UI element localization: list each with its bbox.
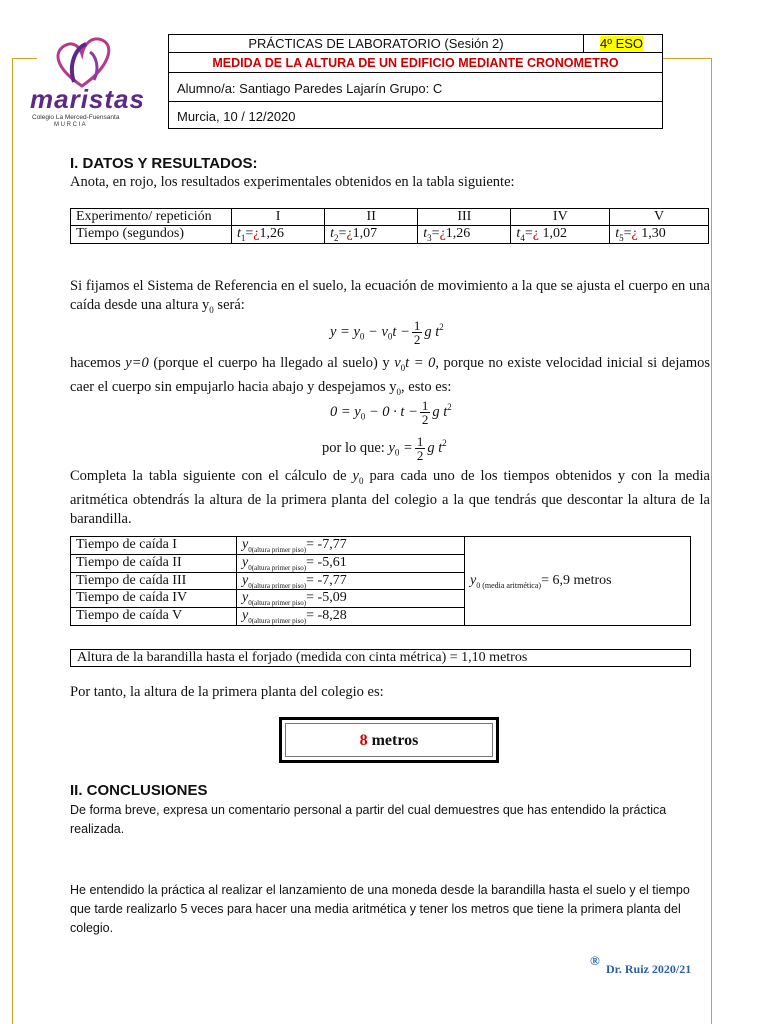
calc-table — [70, 536, 691, 626]
eq3-sup: 2 — [442, 438, 447, 448]
calc-value-3 — [237, 572, 465, 590]
equation-zero — [330, 398, 452, 427]
eq2-fraction — [420, 399, 431, 426]
eq1-g: g t — [424, 323, 440, 340]
times-col-4: IV — [511, 209, 610, 226]
para2-y: y=0 — [125, 355, 149, 371]
mean-y: y — [470, 572, 477, 588]
mean-cell — [465, 537, 691, 626]
conclusions-prompt: De forma breve, expresa un comentario personal a partir del cual demuestres que has entendido la práctica realizada. — [70, 803, 667, 836]
calc-num-3: = -7,77 — [306, 572, 347, 588]
eq2-left: 0 = y — [330, 403, 361, 420]
eq2-mid: − 0 · t − — [365, 403, 418, 420]
eq3-sub: 0 — [394, 447, 400, 458]
eq2-frac-num: 1 — [421, 398, 429, 413]
calc-label-1: Tiempo de caída I — [71, 537, 237, 555]
equation-motion — [330, 318, 444, 347]
time-index-5: 5 — [619, 232, 624, 243]
eq3-g: g t — [427, 439, 443, 456]
header-subtitle: MEDIDA DE LA ALTURA DE UN EDIFICIO MEDIANTE CRONOMETRO — [168, 52, 663, 73]
conclusion-lead: Por tanto, la altura de la primera planta del colegio es: — [70, 684, 384, 700]
calc-label-4: Tiempo de caída IV — [71, 590, 237, 608]
para3-sub: 0 — [358, 475, 364, 486]
mean-value: = 6,9 metros — [541, 572, 612, 588]
page-frame-left — [12, 58, 13, 1024]
eq3-label: por lo que: — [322, 439, 385, 456]
time-marker-5: ¿ — [631, 226, 638, 241]
calc-instructions — [70, 467, 710, 529]
eq3-eq: = — [399, 439, 413, 456]
para2-vt: t = 0 — [405, 355, 436, 371]
time-cell-5 — [610, 226, 709, 244]
times-table-value-row — [71, 226, 709, 244]
header-date: Murcia, 10 / 12/2020 — [168, 101, 663, 129]
eq1-mid: − v — [364, 323, 388, 340]
calc-y-2: y — [242, 554, 249, 570]
eq2-frac-den: 2 — [421, 412, 429, 427]
time-symbol-5: t — [615, 226, 620, 241]
time-cell-3 — [418, 226, 511, 244]
time-symbol-1: t — [237, 226, 241, 241]
time-value-2: 1,07 — [352, 226, 378, 241]
reference-text: Si fijamos el Sistema de Referencia en el suelo, la ecuación de movimiento a la que se ajusta el cuerpo en una caída desde una altura y — [70, 278, 710, 313]
calc-sub-4: 0(altura primer piso) — [248, 599, 307, 608]
mean-sub: 0 (media aritmética) — [476, 580, 542, 590]
times-row-label: Tiempo (segundos) — [71, 226, 232, 244]
conclusions-answer: He entendido la práctica al realizar el lanzamiento de una moneda desde la barandilla hasta el suelo y el tiempo que tarde realizarlo 5 veces para hacer una media aritmética y tener los metros que tiene la primera planta del colegio. — [70, 883, 690, 935]
reference-paragraph — [70, 277, 710, 320]
time-cell-4 — [511, 226, 610, 244]
reference-end: será: — [213, 297, 245, 313]
times-col-5: V — [610, 209, 709, 226]
calc-value-5 — [237, 608, 465, 626]
time-marker-1: ¿ — [253, 226, 260, 241]
result-box — [279, 717, 499, 763]
times-table — [70, 208, 709, 244]
para2-sub: 0 — [396, 386, 402, 397]
calc-value-4 — [237, 590, 465, 608]
result-unit: metros — [367, 732, 419, 749]
time-symbol-4: t — [516, 226, 521, 241]
section1-intro: Anota, en rojo, los resultados experimentales obtenidos en la tabla siguiente: — [70, 174, 515, 190]
grade-label: 4º ESO — [600, 36, 644, 51]
time-value-4: 1,02 — [542, 226, 567, 241]
eq2-g: g t — [432, 403, 448, 420]
eq3-fraction — [415, 435, 426, 462]
time-cell-1 — [232, 226, 325, 244]
eq2-sub: 0 — [360, 411, 366, 422]
time-symbol-2: t — [330, 226, 335, 241]
eq1-sub-y: 0 — [359, 331, 365, 342]
footer-signature: Dr. Ruiz 2020/21 — [606, 962, 692, 976]
time-index-1: 1 — [240, 232, 246, 243]
time-eq-5: = — [623, 226, 632, 241]
calc-row-1 — [71, 537, 691, 555]
time-eq-1: = — [245, 226, 254, 241]
times-col-1: I — [232, 209, 325, 226]
logo-city: M U R C I A — [54, 122, 86, 128]
logo-school-name: Colegio La Merced-Fuensanta — [32, 114, 120, 121]
time-cell-2 — [325, 226, 418, 244]
calc-sub-5: 0(altura primer piso) — [248, 616, 307, 625]
eq1-frac-num: 1 — [413, 318, 421, 333]
time-eq-3: = — [431, 226, 440, 241]
time-eq-4: = — [524, 226, 533, 241]
para2-v-sub: 0 — [400, 362, 406, 373]
eq1-frac-den: 2 — [413, 332, 421, 347]
eq2-sup: 2 — [447, 402, 452, 412]
calc-num-4: = -5,09 — [306, 590, 347, 606]
eq3-frac-num: 1 — [416, 434, 424, 449]
times-col-3: III — [418, 209, 511, 226]
para2-b: (porque el cuerpo ha llegado al suelo) y — [148, 355, 395, 371]
page-frame-top-right — [662, 58, 712, 59]
time-marker-2: ¿ — [346, 226, 353, 241]
calc-label-3: Tiempo de caída III — [71, 572, 237, 590]
calc-num-1: = -7,77 — [306, 537, 347, 552]
time-value-3: 1,26 — [445, 226, 471, 241]
para2-d: , esto es: — [401, 378, 452, 395]
calc-label-2: Tiempo de caída II — [71, 554, 237, 572]
para3-b: para cada uno de los tiempos obtenidos y con la media aritmética obtendrás la altura de la primera planta del colegio a la que tendrás que descontar la altura de la barandilla. — [70, 468, 710, 527]
registered-mark: ® — [590, 953, 600, 968]
time-eq-2: = — [338, 226, 347, 241]
calc-value-1 — [237, 537, 465, 555]
time-marker-4: ¿ — [532, 226, 539, 241]
railing-height: Altura de la barandilla hasta el forjado (medida con cinta métrica) = 1,10 metros — [70, 649, 691, 667]
para3-y: y — [352, 468, 359, 484]
time-symbol-3: t — [423, 226, 428, 241]
assumption-paragraph — [70, 354, 710, 402]
time-index-3: 3 — [427, 232, 432, 243]
school-logo — [24, 34, 145, 130]
eq1-sup: 2 — [439, 322, 444, 332]
para3-a: Completa la tabla siguiente con el cálculo de — [70, 468, 353, 484]
result-number: 8 — [359, 732, 368, 749]
time-value-5: 1,30 — [641, 226, 666, 241]
time-marker-3: ¿ — [439, 226, 446, 241]
header-grade — [583, 34, 663, 53]
times-table-header-row — [71, 209, 709, 226]
calc-label-5: Tiempo de caída V — [71, 608, 237, 626]
para2-c: , porque no existe velocidad inicial si dejamos caer el cuerpo sin empujarlo hacia abajo y despejamos y — [70, 355, 710, 395]
calc-y-3: y — [242, 572, 249, 588]
calc-sub-2: 0(altura primer piso) — [248, 563, 307, 572]
times-header-label: Experimento/ repetición — [71, 209, 232, 226]
calc-sub-3: 0(altura primer piso) — [248, 581, 307, 590]
calc-num-5: = -8,28 — [306, 608, 347, 624]
eq1-fraction — [412, 319, 423, 346]
header-student: Alumno/a: Santiago Paredes Lajarín Grupo: C — [168, 72, 663, 102]
page-frame-right — [711, 58, 712, 1024]
header-title: PRÁCTICAS DE LABORATORIO (Sesión 2) — [168, 34, 584, 53]
time-index-2: 2 — [334, 232, 339, 243]
calc-y-1: y — [242, 537, 249, 552]
times-col-2: II — [325, 209, 418, 226]
eq1-left: y = y — [330, 323, 360, 340]
calc-num-2: = -5,61 — [306, 554, 347, 570]
section2-heading: II. CONCLUSIONES — [70, 782, 208, 799]
equation-solution — [322, 434, 447, 463]
time-index-4: 4 — [520, 232, 525, 243]
eq1-sub-v: 0 — [387, 331, 393, 342]
reference-sub: 0 — [209, 304, 214, 315]
eq3-left: y — [388, 439, 395, 456]
eq3-frac-den: 2 — [416, 448, 424, 463]
time-value-1: 1,26 — [259, 226, 285, 241]
para2-a: hacemos — [70, 355, 126, 371]
calc-value-2 — [237, 554, 465, 572]
calc-y-4: y — [242, 590, 249, 606]
section1-heading: I. DATOS Y RESULTADOS: — [70, 155, 258, 172]
calc-sub-1: 0(altura primer piso) — [248, 545, 307, 554]
eq1-t: t − — [392, 323, 410, 340]
calc-y-5: y — [242, 608, 249, 624]
logo-brand: maristas — [30, 84, 145, 114]
para2-v: v — [394, 355, 401, 371]
